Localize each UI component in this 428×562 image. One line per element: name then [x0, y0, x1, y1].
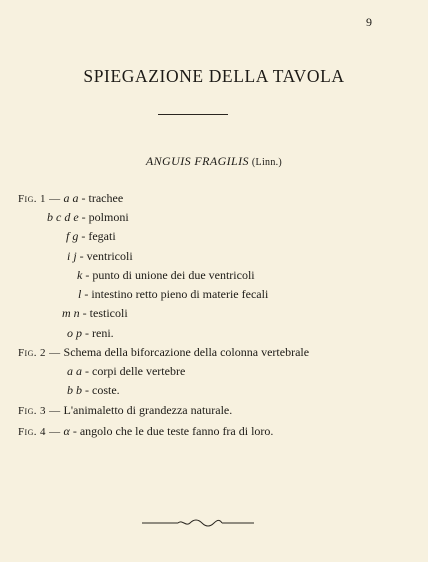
entry-text: testicoli: [89, 306, 128, 320]
title-rule: [158, 114, 228, 115]
species-name: ANGUIS FRAGILIS: [145, 154, 249, 168]
entry-text: coste.: [92, 383, 120, 397]
entry-letters: a a: [67, 364, 82, 378]
entry-dash: -: [81, 191, 86, 205]
entry-letters: a a: [63, 191, 79, 205]
species-heading: [0, 154, 428, 169]
entry-text: fegati: [88, 229, 116, 243]
entry-text: L'animaletto di grandezza naturale.: [63, 403, 233, 417]
entry-letters: f g: [66, 229, 79, 243]
entry-dash: -: [81, 229, 86, 243]
entry-line: [47, 210, 129, 224]
figure-label: Fig. 2 —: [18, 347, 61, 359]
entry-dash: -: [85, 364, 89, 378]
entry-dash: -: [85, 268, 90, 282]
entry-letters: k: [77, 268, 83, 282]
entry-letters: b c d e: [47, 210, 79, 224]
entry-line: [18, 345, 309, 360]
entry-line: [67, 364, 185, 378]
entry-dash: -: [79, 249, 84, 263]
ornament-divider: [142, 518, 254, 528]
entry-letters: l: [78, 287, 82, 301]
entry-text: trachee: [88, 191, 124, 205]
entry-line: [67, 326, 114, 340]
entry-text: reni.: [92, 326, 114, 340]
entry-text: Schema della biforcazione della colonna vertebrale: [63, 345, 310, 359]
figure-label: Fig. 3 —: [18, 405, 61, 417]
entry-line: [77, 268, 255, 282]
entry-text: ventricoli: [86, 249, 133, 263]
entry-letters: o p: [67, 326, 82, 340]
entry-text: angolo che le due teste fanno fra di loro.: [79, 424, 274, 438]
entry-text: intestino retto pieno di materie fecali: [91, 287, 269, 301]
entry-dash: -: [85, 383, 89, 397]
entry-text: polmoni: [88, 210, 129, 224]
entry-line: [18, 424, 273, 439]
entry-dash: -: [84, 287, 89, 301]
species-author: (Linn.): [251, 157, 283, 168]
entry-letters: i j: [67, 249, 77, 263]
figure-label: Fig. 1 —: [18, 193, 61, 205]
entry-line: [18, 191, 123, 206]
figure-label: Fig. 4 —: [18, 426, 61, 438]
entry-letters: α: [63, 424, 70, 438]
entry-text: punto di unione dei due ventricoli: [92, 268, 255, 282]
entry-dash: -: [72, 424, 77, 438]
entry-line: [67, 249, 133, 263]
entry-line: [78, 287, 268, 301]
page-title: SPIEGAZIONE DELLA TAVOLA: [83, 66, 345, 86]
entry-line: [18, 403, 232, 418]
entry-dash: -: [81, 210, 86, 224]
entry-letters: b b: [67, 383, 82, 397]
entry-line: [67, 383, 120, 397]
entry-text: corpi delle vertebre: [92, 364, 186, 378]
entry-dash: -: [85, 326, 89, 340]
entry-letters: m n: [62, 306, 80, 320]
entry-line: [62, 306, 128, 320]
entry-line: [66, 229, 116, 243]
entry-dash: -: [82, 306, 87, 320]
page-number: 9: [366, 15, 372, 29]
